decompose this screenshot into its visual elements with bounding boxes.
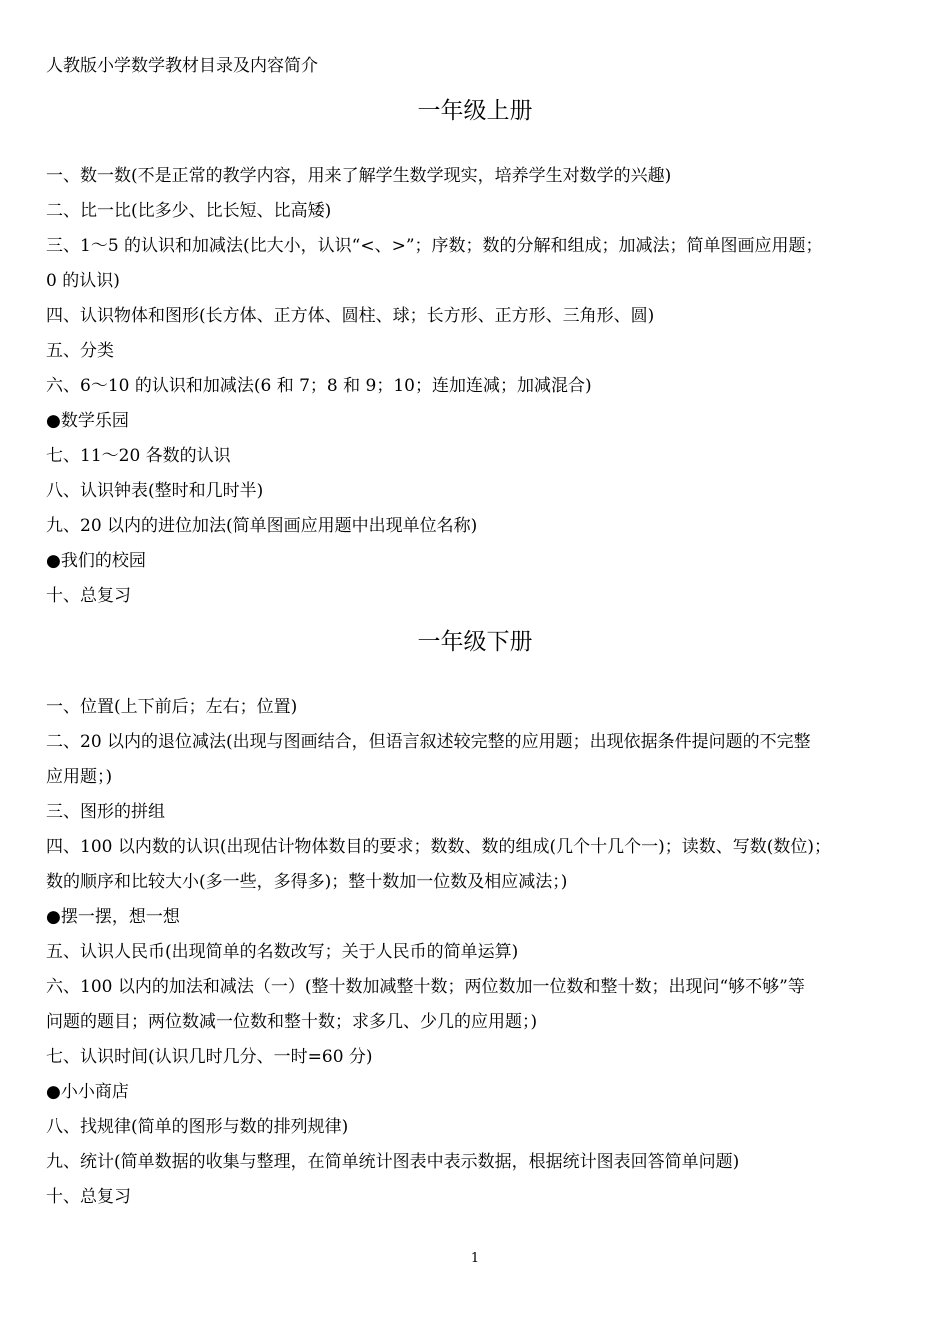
toc-line: 六、6～10 的认识和加减法(6 和 7；8 和 9；10；连加连减；加减混合) <box>46 376 592 396</box>
toc-line: 十、总复习 <box>46 1187 131 1207</box>
toc-line: 二、比一比(比多少、比长短、比高矮) <box>46 201 332 221</box>
toc-line: 七、11～20 各数的认识 <box>46 446 231 466</box>
toc-line: 五、分类 <box>46 341 114 361</box>
toc-line: 三、1～5 的认识和加减法(比大小，认识“<、>”；序数；数的分解和组成；加减法；简单图画应用题； <box>46 236 823 256</box>
toc-line: 应用题；) <box>46 767 113 787</box>
toc-line: 十、总复习 <box>46 586 131 606</box>
activity-line: ●数学乐园 <box>46 411 129 431</box>
toc-line: 三、图形的拼组 <box>46 802 165 822</box>
toc-line: 八、认识钟表(整时和几时半) <box>46 481 264 501</box>
toc-line: 0 的认识) <box>46 271 120 291</box>
toc-line: 八、找规律(简单的图形与数的排列规律) <box>46 1117 349 1137</box>
document-title: 人教版小学数学教材目录及内容简介 <box>46 56 318 76</box>
toc-line: 六、100 以内的加法和减法（一）(整十数加减整十数；两位数加一位数和整十数；出现问“够不够”等 <box>46 977 805 997</box>
toc-line: 九、统计(简单数据的收集与整理，在简单统计图表中表示数据，根据统计图表回答简单问题) <box>46 1152 740 1172</box>
toc-line: 一、位置(上下前后；左右；位置) <box>46 697 298 717</box>
activity-line: ●摆一摆，想一想 <box>46 907 180 927</box>
page-number: 1 <box>470 1251 480 1266</box>
activity-line: ●小小商店 <box>46 1082 129 1102</box>
toc-line: 四、100 以内数的认识(出现估计物体数目的要求；数数、数的组成(几个十几个一)；读数、写数(数位)； <box>46 837 832 857</box>
section-heading: 一年级上册 <box>417 98 533 124</box>
toc-line: 五、认识人民币(出现简单的名数改写；关于人民币的简单运算) <box>46 942 519 962</box>
section-heading: 一年级下册 <box>417 629 533 655</box>
toc-line: 问题的题目；两位数减一位数和整十数；求多几、少几的应用题；) <box>46 1012 538 1032</box>
toc-line: 四、认识物体和图形(长方体、正方体、圆柱、球；长方形、正方形、三角形、圆) <box>46 306 655 326</box>
toc-line: 九、20 以内的进位加法(简单图画应用题中出现单位名称) <box>46 516 478 536</box>
toc-line: 一、数一数(不是正常的教学内容，用来了解学生数学现实，培养学生对数学的兴趣) <box>46 166 672 186</box>
toc-line: 数的顺序和比较大小(多一些，多得多)；整十数加一位数及相应减法；) <box>46 872 568 892</box>
activity-line: ●我们的校园 <box>46 551 146 571</box>
toc-line: 二、20 以内的退位减法(出现与图画结合，但语言叙述较完整的应用题；出现依据条件提问题的不完整 <box>46 732 811 752</box>
toc-line: 七、认识时间(认识几时几分、一时=60 分) <box>46 1047 373 1067</box>
